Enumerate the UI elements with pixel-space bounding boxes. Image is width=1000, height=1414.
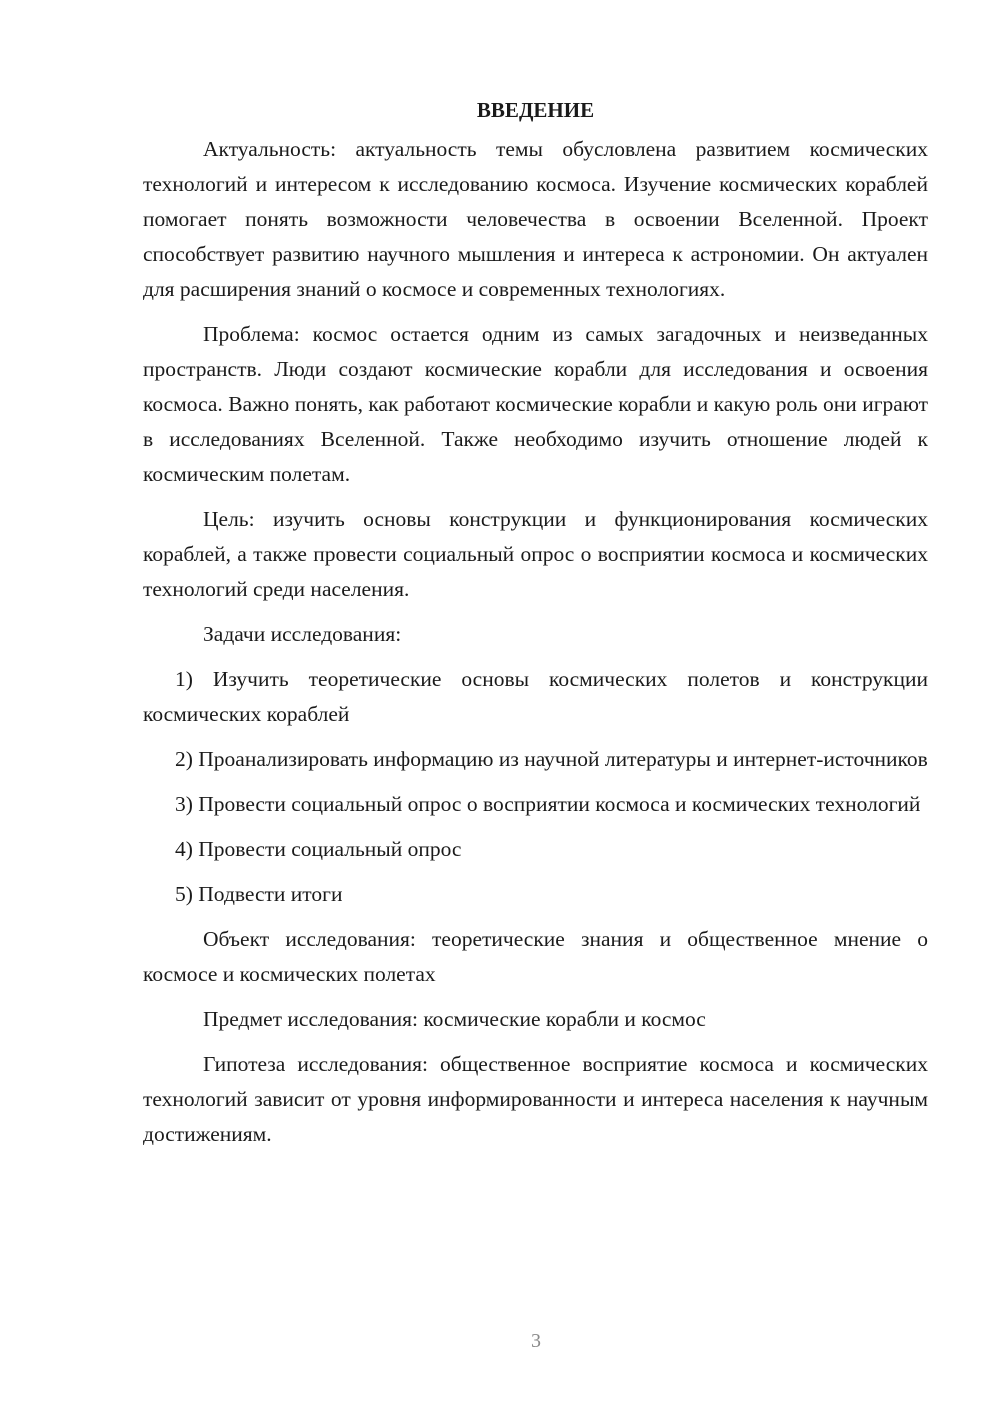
task-item-1: 1) Изучить теоретические основы космических полетов и конструкции космических кораблей (143, 667, 928, 726)
paragraph-relevance: Актуальность: актуальность темы обусловлена развитием космических технологий и интересом к исследованию космоса. Изучение космических кораблей помогает понять возможности человечества в освоении Вселенной. Проект способствует развитию научного мышления и интереса к астрономии. Он актуален для расширения знаний о космосе и современных технологиях. (143, 137, 928, 301)
document-page (143, 92, 928, 1162)
paragraph-tasks-heading: Задачи исследования: (203, 622, 402, 646)
task-item-4: 4) Провести социальный опрос (175, 837, 462, 861)
task-item-2: 2) Проанализировать информацию из научной литературы и интернет-источников (175, 747, 928, 771)
paragraph-subject: Предмет исследования: космические корабли и космос (203, 1007, 706, 1031)
paragraph-hypothesis: Гипотеза исследования: общественное восприятие космоса и космических технологий зависит от уровня информированности и интереса населения к научным достижениям. (143, 1052, 928, 1146)
task-item-5: 5) Подвести итоги (175, 882, 343, 906)
paragraph-object: Объект исследования: теоретические знания и общественное мнение о космосе и космических полетах (143, 927, 928, 986)
paragraph-problem: Проблема: космос остается одним из самых загадочных и неизведанных пространств. Люди создают космические корабли для исследования и освоения космоса. Важно понять, как работают космические корабли и какую роль они играют в исследованиях Вселенной. Также необходимо изучить отношение людей к космическим полетам. (143, 322, 928, 486)
task-item-3: 3) Провести социальный опрос о восприятии космоса и космических технологий (175, 792, 921, 816)
page-number: 3 (531, 1330, 541, 1352)
section-title: ВВЕДЕНИЕ (476, 98, 595, 122)
paragraph-goal: Цель: изучить основы конструкции и функционирования космических кораблей, а также провести социальный опрос о восприятии космоса и космических технологий среди населения. (143, 507, 928, 601)
